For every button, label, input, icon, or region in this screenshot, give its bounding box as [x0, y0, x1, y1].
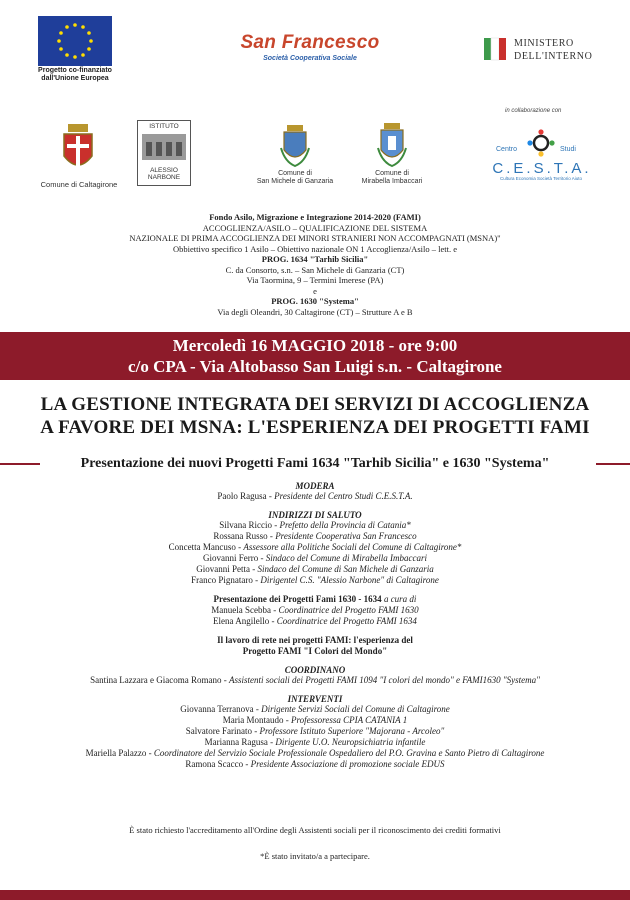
speaker-line	[0, 715, 630, 726]
mirabella-caption	[352, 170, 432, 186]
caltagirone-caption: Comune di Caltagirone	[40, 180, 118, 189]
invitation-note: *È stato invitato/a a partecipare.	[260, 851, 370, 861]
person-role: Prefetto della Provincia di Catania*	[279, 520, 411, 530]
person-name: Mariella Palazzo -	[85, 748, 154, 758]
eu-caption-line: Progetto co-finanziato	[38, 67, 112, 74]
person-name: Ramona Scacco -	[185, 759, 251, 769]
caltagirone-crest-icon	[58, 122, 98, 178]
person-name: Marianna Ragusa -	[204, 737, 276, 747]
eu-flag-logo	[38, 16, 112, 66]
person-role: Coordinatrice del Progetto FAMI 1630	[278, 605, 419, 615]
building-icon	[138, 130, 190, 162]
greeting-line	[0, 564, 630, 575]
person-role: Dirigente U.O. Neuropsichiatria infantile	[275, 737, 426, 747]
presenter-line	[0, 616, 630, 627]
agenda	[0, 481, 630, 770]
accreditation-note: È stato richiesto l'accreditamento all'Ordine degli Assistenti sociali per il riconoscimento dei crediti formativi	[129, 825, 501, 835]
program-line: Via Taormina, 9 – Termini Imerese (PA)	[246, 275, 384, 285]
speaker-line	[0, 704, 630, 715]
eu-stars-icon	[38, 16, 112, 66]
person-name: Giovanni Petta -	[196, 564, 258, 574]
caption-line: Comune di	[278, 170, 312, 177]
program-line: C. da Consorto, s.n. – San Michele di Ganzaria (CT)	[225, 264, 405, 275]
ministero-label: MINISTERO	[514, 38, 574, 49]
person-name: Giovanna Terranova -	[180, 704, 262, 714]
event-location: c/o CPA - Via Altobasso San Luigi s.n. - Caltagirone	[128, 357, 502, 376]
speaker-line	[0, 737, 630, 748]
person-name: Paolo Ragusa -	[217, 491, 275, 501]
collaboration-label: in collaborazione con	[505, 108, 562, 114]
greeting-line	[0, 531, 630, 542]
event-date: Mercoledì 16 MAGGIO 2018 - ore 9:00	[172, 336, 458, 355]
ministero-label: DELL'INTERNO	[514, 51, 593, 62]
person-role: Coordinatore del Servizio Sociale Professionale Ospedaliero del P.O. Gravina e Santo Pietro di Caltagirone	[153, 748, 545, 758]
network-title: Progetto FAMI "I Colori del Mondo"	[242, 646, 388, 656]
cesta-logo-text: C.E.S.T.A.	[492, 160, 592, 177]
istituto-label: ALESSIO	[150, 167, 178, 174]
speaker-line	[0, 748, 630, 759]
person-role: Sindaco del Comune di San Michele di Ganzaria	[257, 564, 434, 574]
section-heading-modera: MODERA	[295, 481, 335, 491]
person-name: Silvana Riccio -	[219, 520, 280, 530]
greeting-line	[0, 575, 630, 586]
person-name: Rossana Russo -	[213, 531, 276, 541]
program-line: Via degli Oleandri, 30 Caltagirone (CT) – Strutture A e B	[217, 306, 413, 317]
person-role: Dirigente Servizi Sociali del Comune di Caltagirone	[261, 704, 450, 714]
presenter-line	[0, 605, 630, 616]
greeting-line	[0, 553, 630, 564]
person-name: Santina Lazzara e Giacoma Romano -	[90, 675, 229, 685]
istituto-narbone-logo	[137, 120, 191, 186]
person-name: Elena Angilello -	[213, 616, 277, 626]
speaker-line	[0, 759, 630, 770]
person-role: Assistenti sociali dei Progetti FAMI 1094 "I colori del mondo" e FAMI1630 "Systema"	[229, 675, 540, 685]
person-name: Maria Montaudo -	[222, 715, 291, 725]
cesta-centro-label: Centro	[496, 146, 518, 153]
san-francesco-subtitle: Società Cooperativa Sociale	[263, 55, 357, 62]
caption-line: San Michele di Ganzaria	[256, 178, 334, 185]
person-role: Coordinatrice del Progetto FAMI 1634	[276, 616, 417, 626]
presentation-title: Presentazione dei Progetti Fami 1630 - 1634	[213, 594, 382, 604]
coordinator-line	[0, 675, 630, 686]
program-line: NAZIONALE DI PRIMA ACCOGLIENZA DEI MINORI STRANIERI NON ACCOMPAGNATI (MSNA)"	[129, 233, 501, 243]
program-details	[0, 212, 630, 317]
program-line: ACCOGLIENZA/ASILO – QUALIFICAZIONE DEL SISTEMA	[202, 222, 428, 233]
event-subtitle: Presentazione dei nuovi Progetti Fami 1634 "Tarhib Sicilia" e 1630 "Systema"	[80, 456, 550, 471]
person-name: Franco Pignataro -	[191, 575, 261, 585]
person-name: Salvatore Farinato -	[185, 726, 260, 736]
program-line: PROG. 1634 "Tarhib Sicilia"	[261, 254, 369, 264]
caption-line: Mirabella Imbaccari	[361, 178, 423, 185]
program-line: Obbiettivo specifico 1 Asilo – Obiettivo nazionale ON 1 Accoglienza/Asilo – lett. e	[173, 243, 457, 254]
person-name: Manuela Scebba -	[211, 605, 279, 615]
event-title: LA GESTIONE INTEGRATA DEI SERVIZI DI ACCOGLIENZA	[40, 394, 590, 415]
italy-flag-icon	[484, 36, 508, 62]
san-francesco-logo: San Francesco	[240, 32, 380, 53]
network-title: Il lavoro di rete nei progetti FAMI: l'esperienza del	[217, 635, 413, 645]
person-role: Sindaco del Comune di Mirabella Imbaccari	[265, 553, 427, 563]
program-line: PROG. 1630 "Systema"	[271, 296, 359, 306]
san-michele-caption	[255, 170, 335, 186]
cesta-circle-icon	[526, 128, 556, 158]
greeting-line	[0, 520, 630, 531]
san-michele-crest-icon	[279, 124, 311, 168]
person-role: Professore Istituto Superiore "Majorana - Arcoleo"	[259, 726, 445, 736]
section-heading-saluti: INDIRIZZI DI SALUTO	[268, 510, 362, 520]
moderator-line	[0, 491, 630, 502]
program-line: e	[313, 285, 317, 296]
person-role: Presidente del Centro Studi C.E.S.T.A.	[274, 491, 413, 501]
person-role: Presidente Cooperativa San Francesco	[275, 531, 417, 541]
person-role: Assessore alla Politiche Sociali del Comune di Caltagirone*	[243, 542, 462, 552]
istituto-label: ISTITUTO	[149, 123, 179, 130]
section-heading-coordinano: COORDINANO	[284, 665, 346, 675]
istituto-label: NARBONE	[147, 174, 181, 181]
eu-caption	[30, 67, 120, 83]
presentation-heading	[0, 594, 630, 605]
program-line: Fondo Asilo, Migrazione e Integrazione 2014-2020 (FAMI)	[209, 212, 421, 222]
eu-caption-line: dall'Unione Europea	[41, 75, 109, 82]
mirabella-crest-icon	[376, 122, 408, 168]
person-name: Concetta Mancuso -	[168, 542, 244, 552]
person-name: Giovanni Ferro -	[203, 553, 266, 563]
divider-right	[596, 463, 630, 465]
bottom-bar	[0, 890, 630, 900]
person-role: Professoressa CPIA CATANIA 1	[290, 715, 408, 725]
section-heading-interventi: INTERVENTI	[287, 694, 343, 704]
person-role: Presidente Associazione di promozione sociale EDUS	[250, 759, 445, 769]
cesta-subtitle: Cultura Economia Società Territorio Aiuto	[500, 176, 582, 181]
presentation-suffix: a cura di	[381, 594, 417, 604]
event-title: A FAVORE DEI MSNA: L'ESPERIENZA DEI PROGETTI FAMI	[40, 417, 590, 438]
speaker-line	[0, 726, 630, 737]
person-role: Dirigentel C.S. "Alessio Narbone" di Caltagirone	[260, 575, 439, 585]
caption-line: Comune di	[375, 170, 409, 177]
greeting-line	[0, 542, 630, 553]
cesta-studi-label: Studi	[560, 146, 576, 153]
